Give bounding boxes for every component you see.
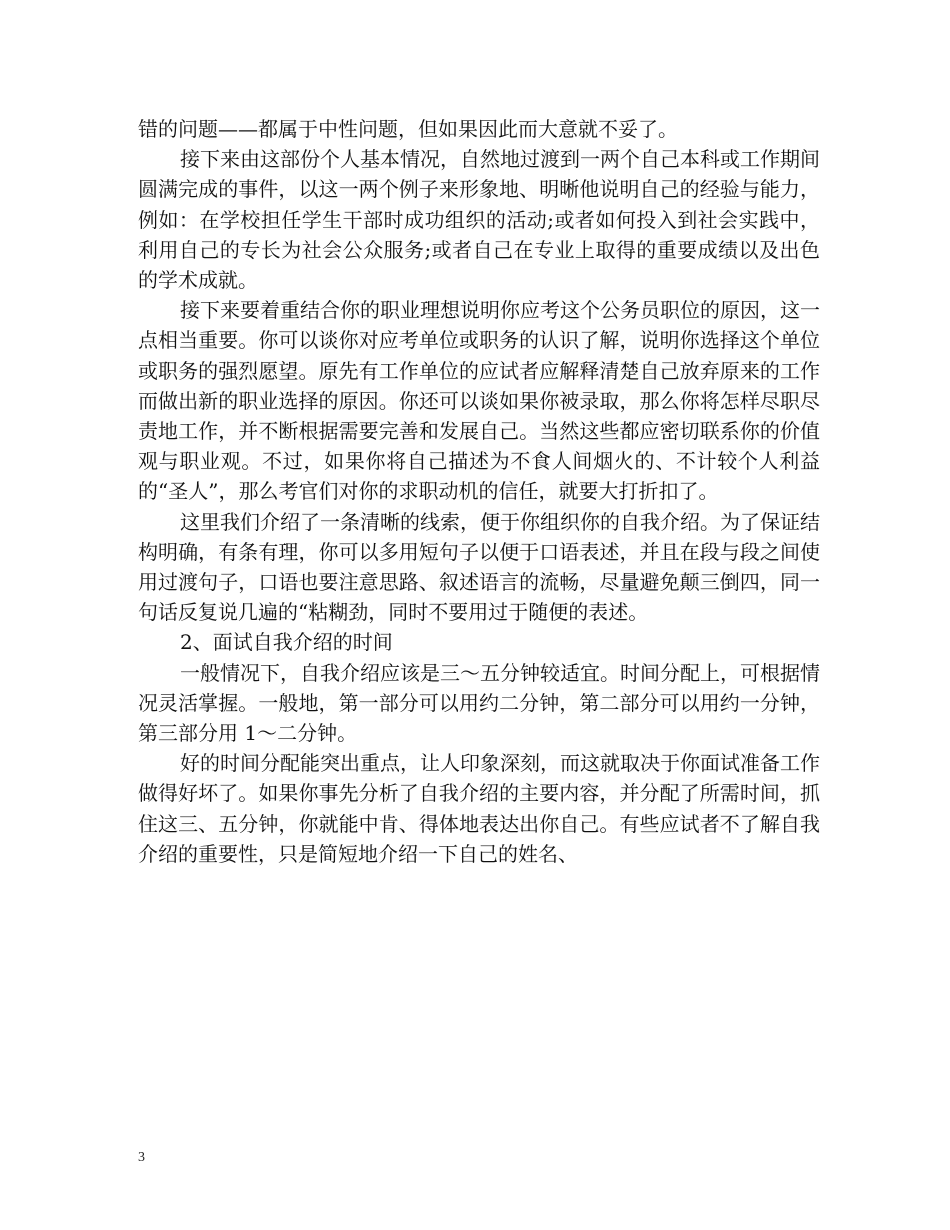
paragraph-time-importance: 好的时间分配能突出重点，让人印象深刻，而这就取决于你面试准备工作做得好坏了。如果你事先分析了自我介绍的主要内容，并分配了所需时间，抓住这三、五分钟，你就能中肯、得体地表达出你自己。有些应试者不了解自我介绍的重要性，只是简短地介绍一下自己的姓名、 (138, 751, 820, 866)
document-body (138, 114, 820, 869)
paragraph-continuation: 错的问题——都属于中性问题，但如果因此而大意就不妥了。 (138, 117, 678, 141)
paragraph-self-intro-transition: 接下来由这部份个人基本情况，自然地过渡到一两个自己本科或工作期间圆满完成的事件，以这一两个例子来形象地、明晰他说明自己的经验与能力，例如：在学校担任学生干部时成功组织的活动;或者如何投入到社会实践中，利用自己的专长为社会公众服务;或者自己在专业上取得的重要成绩以及出色的学术成就。 (138, 147, 820, 293)
section-heading-time: 2、面试自我介绍的时间 (180, 630, 393, 655)
paragraph-time-allocation: 一般情况下，自我介绍应该是三～五分钟较适宜。时间分配上，可根据情况灵活掌握。一般地，第一部分可以用约二分钟，第二部分可以用约一分钟，第三部分用 1～二分钟。 (138, 660, 820, 746)
page-number: 3 (138, 1150, 145, 1165)
paragraph-career-motivation: 接下来要着重结合你的职业理想说明你应考这个公务员职位的原因，这一点相当重要。你可以谈你对应考单位或职务的认识了解，说明你选择这个单位或职务的强烈愿望。原先有工作单位的应试者应解释清楚自己放弃原来的工作而做出新的职业选择的原因。你还可以谈如果你被录取，那么你将怎样尽职尽责地工作，并不断根据需要完善和发展自己。当然这些都应密切联系你的价值观与职业观。不过，如果你将自己描述为不食人间烟火的、不计较个人利益的“圣人”，那么考官们对你的求职动机的信任，就要大打折扣了。 (138, 298, 820, 504)
paragraph-structure-advice: 这里我们介绍了一条清晰的线索，便于你组织你的自我介绍。为了保证结构明确，有条有理，你可以多用短句子以便于口语表述，并且在段与段之间使用过渡句子，口语也要注意思路、叙述语言的流畅，尽量避免颠三倒四，同一句话反复说几遍的“粘糊劲，同时不要用过于随便的表述。 (138, 509, 820, 625)
